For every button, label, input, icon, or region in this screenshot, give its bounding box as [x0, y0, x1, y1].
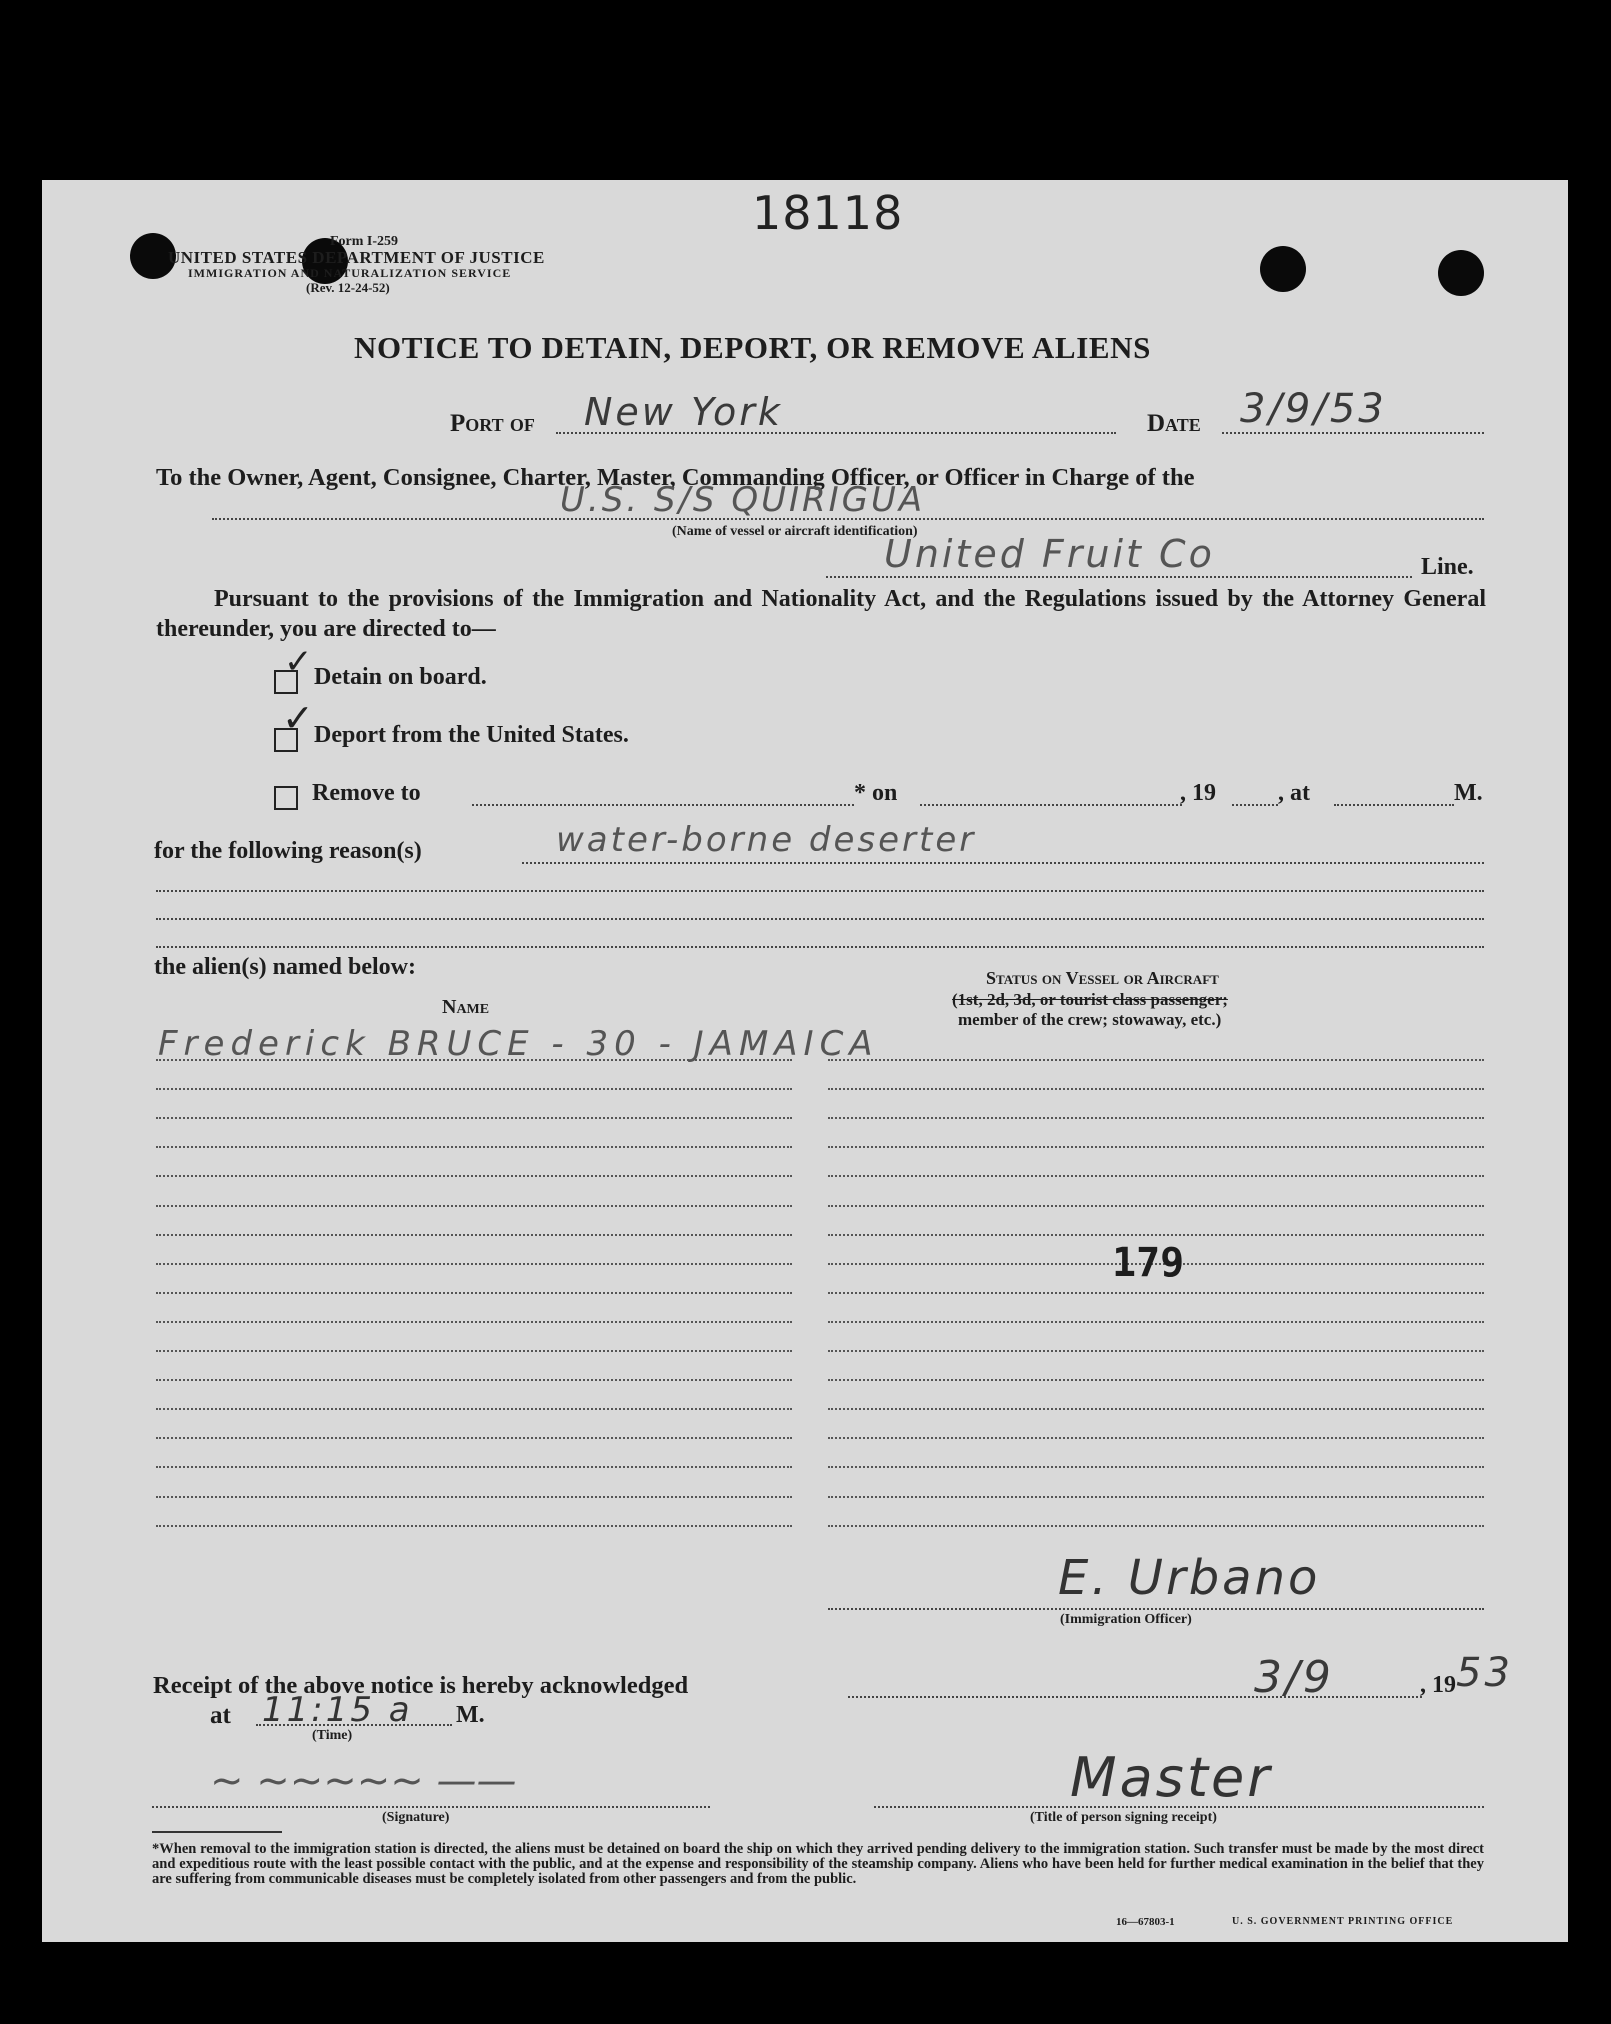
service-header: IMMIGRATION AND NATURALIZATION SERVICE [188, 266, 512, 280]
aliens-label: the alien(s) named below: [154, 954, 416, 980]
date-field-line [1222, 432, 1484, 434]
status-row-line [828, 1466, 1484, 1468]
status-column-header: Status on Vessel or Aircraft [986, 968, 1219, 988]
receipt-year: 53 [1456, 1650, 1513, 1696]
footnote-divider [152, 1831, 282, 1833]
department-header: UNITED STATES DEPARTMENT OF JUSTICE [168, 248, 545, 267]
remove-time-line [1334, 804, 1454, 806]
name-row-line [156, 1175, 792, 1177]
name-row-line [156, 1437, 792, 1439]
at-label: at [210, 1702, 231, 1729]
status-row-line [828, 1496, 1484, 1498]
title-caption: (Title of person signing receipt) [1030, 1810, 1217, 1825]
status-subheader-2: member of the crew; stowaway, etc.) [958, 1010, 1222, 1029]
deport-option: Deport from the United States. [314, 722, 629, 748]
stamp-179: 179 [1112, 1240, 1185, 1286]
receiver-signature: ~ ~~~~~ —— [210, 1758, 517, 1804]
page-title: NOTICE TO DETAIN, DEPORT, OR REMOVE ALIENS [354, 330, 1151, 365]
officer-signature: E. Urbano [1058, 1550, 1321, 1606]
officer-caption: (Immigration Officer) [1060, 1612, 1192, 1627]
status-row-line [828, 1088, 1484, 1090]
name-row-line [156, 1263, 792, 1265]
punch-hole [1260, 246, 1306, 292]
name-row-line [156, 1379, 792, 1381]
name-row-line [156, 1117, 792, 1119]
addressee-text: To the Owner, Agent, Consignee, Charter, Master, Commanding Officer, or Officer in Charge of the [156, 464, 1195, 491]
officer-signature-line [828, 1608, 1484, 1610]
status-row-line [828, 1175, 1484, 1177]
check-mark-icon: ✓ [282, 696, 317, 740]
signature-line [152, 1806, 710, 1808]
time-value: 11:15 a [262, 1690, 413, 1730]
printer-imprint: U. S. GOVERNMENT PRINTING OFFICE [1232, 1916, 1454, 1927]
receipt-date: 3/9 [1254, 1652, 1334, 1703]
remove-destination-line [472, 804, 854, 806]
date-label: Date [1147, 410, 1201, 437]
alien-entry: Frederick BRUCE - 30 - JAMAICA [158, 1024, 879, 1064]
port-label: Port of [450, 410, 535, 437]
line-value: United Fruit Co [884, 532, 1215, 576]
reason-line-3 [156, 918, 1484, 920]
date-value: 3/9/53 [1240, 386, 1387, 432]
status-row-line [828, 1205, 1484, 1207]
pursuant-paragraph: Pursuant to the provisions of the Immigration and Nationality Act, and the Regulations issued by the Attorney General thereunder, you are directed to— [156, 586, 1486, 642]
status-row-line [828, 1234, 1484, 1236]
remove-on-label: * on [854, 780, 898, 806]
stamp-number: 18118 [752, 186, 904, 240]
signature-caption: (Signature) [382, 1810, 450, 1825]
check-mark-icon: ✓ [284, 642, 316, 682]
reason-label: for the following reason(s) [154, 838, 422, 864]
remove-checkbox[interactable] [274, 786, 298, 810]
footnote: *When removal to the immigration station is directed, the aliens must be detained on board the ship on which they arrived pending delivery to the immigration station. Such transfer must be made by the most direct and expeditious route with the least possible contact with the public, and at the expense and responsibility of the steamship company. Aliens who have been held for further medical examination in the belief that they are suffering from communicable diseases must be completely isolated from other passengers and from the public. [152, 1841, 1484, 1887]
name-row-line [156, 1146, 792, 1148]
receipt-text: Receipt of the above notice is hereby acknowledged [153, 1672, 689, 1699]
name-row-line [156, 1292, 792, 1294]
line-label: Line. [1421, 554, 1474, 580]
name-row-line [156, 1321, 792, 1323]
punch-hole [1438, 250, 1484, 296]
name-row-line [156, 1466, 792, 1468]
remove-date-line [920, 804, 1182, 806]
print-code: 16—67803-1 [1116, 1916, 1175, 1928]
reason-line-1 [522, 862, 1484, 864]
name-row-line [156, 1205, 792, 1207]
remove-m-label: M. [1454, 780, 1483, 806]
port-value: New York [584, 390, 783, 434]
vessel-caption: (Name of vessel or aircraft identification) [672, 524, 918, 539]
name-row-line [156, 1350, 792, 1352]
status-row-line [828, 1437, 1484, 1439]
line-field-line [826, 576, 1412, 578]
status-row-line [828, 1379, 1484, 1381]
name-row-line [156, 1496, 792, 1498]
status-subheader-1: (1st, 2d, 3d, or tourist class passenger; [952, 990, 1228, 1009]
status-row-line [828, 1292, 1484, 1294]
reason-line-2 [156, 890, 1484, 892]
remove-at-label: , at [1278, 780, 1310, 806]
vessel-value: U.S. S/S QUIRIGUA [560, 480, 926, 520]
time-m-label: M. [456, 1702, 485, 1728]
title-line [874, 1806, 1484, 1808]
status-row-line [828, 1408, 1484, 1410]
status-row-line [828, 1146, 1484, 1148]
revision: (Rev. 12-24-52) [306, 280, 390, 295]
name-row-line [156, 1088, 792, 1090]
receipt-year-prefix: , 19 [1420, 1672, 1456, 1698]
remove-year-label: , 19 [1180, 780, 1216, 806]
status-row-line [828, 1059, 1484, 1061]
title-value: Master [1070, 1746, 1273, 1809]
time-caption: (Time) [312, 1728, 353, 1743]
status-row-line [828, 1350, 1484, 1352]
status-row-line [828, 1117, 1484, 1119]
name-row-line [156, 1059, 792, 1061]
remove-option: Remove to [312, 780, 421, 806]
status-row-line [828, 1525, 1484, 1527]
name-row-line [156, 1234, 792, 1236]
form-number: Form I-259 [330, 234, 399, 249]
status-row-line [828, 1321, 1484, 1323]
name-column-header: Name [442, 996, 490, 1018]
receipt-date-line [848, 1696, 1422, 1698]
reason-value: water-borne deserter [556, 820, 977, 860]
detain-option: Detain on board. [314, 664, 487, 690]
reason-line-4 [156, 946, 1484, 948]
remove-year-line [1232, 804, 1278, 806]
name-row-line [156, 1408, 792, 1410]
name-row-line [156, 1525, 792, 1527]
